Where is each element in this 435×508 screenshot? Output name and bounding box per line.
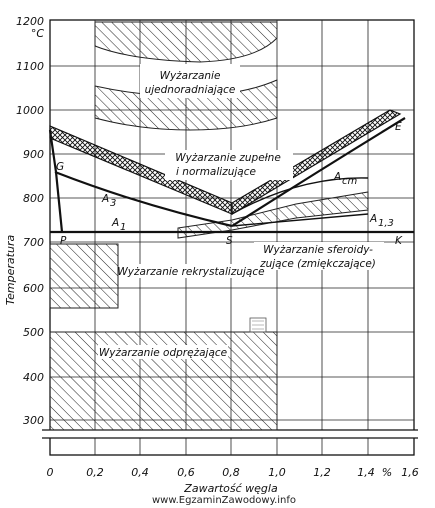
- y-tick-1200: 1200: [16, 15, 44, 28]
- svg-text:A: A: [370, 213, 378, 225]
- y-tick-1000: 1000: [16, 104, 44, 117]
- label-a3: [101, 193, 116, 209]
- x-axis-ticks: [47, 466, 419, 479]
- x-tick-0: 0: [46, 466, 54, 479]
- svg-text:1,3: 1,3: [378, 218, 394, 229]
- y-unit: °C: [30, 27, 44, 40]
- point-e-label: E: [395, 121, 402, 133]
- homogenizing-label-1: Wyżarzanie: [159, 70, 221, 82]
- y-tick-400: 400: [23, 371, 44, 384]
- x-tick-1-0: 1,0: [268, 466, 286, 479]
- y-tick-900: 900: [23, 148, 44, 161]
- label-a1: [111, 217, 126, 233]
- x-tick-1-6: 1,6: [401, 466, 419, 479]
- stress-relief-label: Wyżarzanie odprężające: [98, 347, 228, 359]
- spheroidizing-label-1: Wyżarzanie sferoidy-: [263, 244, 373, 256]
- homogenizing-label-2: ujednoradniające: [144, 84, 236, 96]
- full-annealing-label-2: i normalizujące: [176, 166, 256, 178]
- point-p-label: P: [60, 235, 67, 247]
- svg-text:A: A: [112, 217, 120, 229]
- x-axis-title: Zawartość węgla: [184, 482, 278, 495]
- recrystallization-label: Wyżarzanie rekrystalizujące: [117, 266, 265, 278]
- x-unit: %: [381, 466, 393, 479]
- y-tick-800: 800: [23, 192, 44, 205]
- label-acm: [333, 171, 357, 187]
- x-tick-1-4: 1,4: [357, 466, 375, 479]
- x-tick-1-2: 1,2: [313, 466, 331, 479]
- y-tick-300: 300: [23, 414, 44, 427]
- x-tick-0-4: 0,4: [131, 466, 149, 479]
- y-tick-700: 700: [23, 236, 44, 249]
- point-k-label: K: [395, 235, 402, 247]
- svg-text:A: A: [334, 171, 342, 183]
- point-g-label: G: [56, 161, 65, 173]
- stamp-logo: [250, 318, 266, 332]
- full-annealing-label-1: Wyżarzanie zupełne: [175, 152, 281, 164]
- point-s-label: S: [226, 235, 233, 247]
- label-a13: [369, 213, 394, 229]
- svg-text:A: A: [102, 193, 110, 205]
- x-tick-0-6: 0,6: [177, 466, 195, 479]
- recrystallization-region: [50, 244, 118, 308]
- spheroidizing-label-2: zujące (zmiękczające): [260, 258, 376, 270]
- line-g: [50, 130, 65, 232]
- watermark-text: www.EgzaminZawodowy.info: [151, 495, 297, 506]
- axis-break: [40, 430, 420, 438]
- x-tick-0-2: 0,2: [86, 466, 104, 479]
- svg-text:3: 3: [110, 198, 117, 209]
- svg-text:cm: cm: [342, 176, 358, 187]
- y-axis-ticks: [16, 15, 44, 427]
- y-axis-title: Temperatura: [4, 234, 17, 306]
- y-tick-600: 600: [23, 282, 44, 295]
- svg-text:1: 1: [120, 222, 127, 233]
- y-tick-1100: 1100: [16, 60, 44, 73]
- y-tick-500: 500: [23, 326, 44, 339]
- homogenizing-region: [95, 22, 277, 62]
- x-tick-0-8: 0,8: [222, 466, 240, 479]
